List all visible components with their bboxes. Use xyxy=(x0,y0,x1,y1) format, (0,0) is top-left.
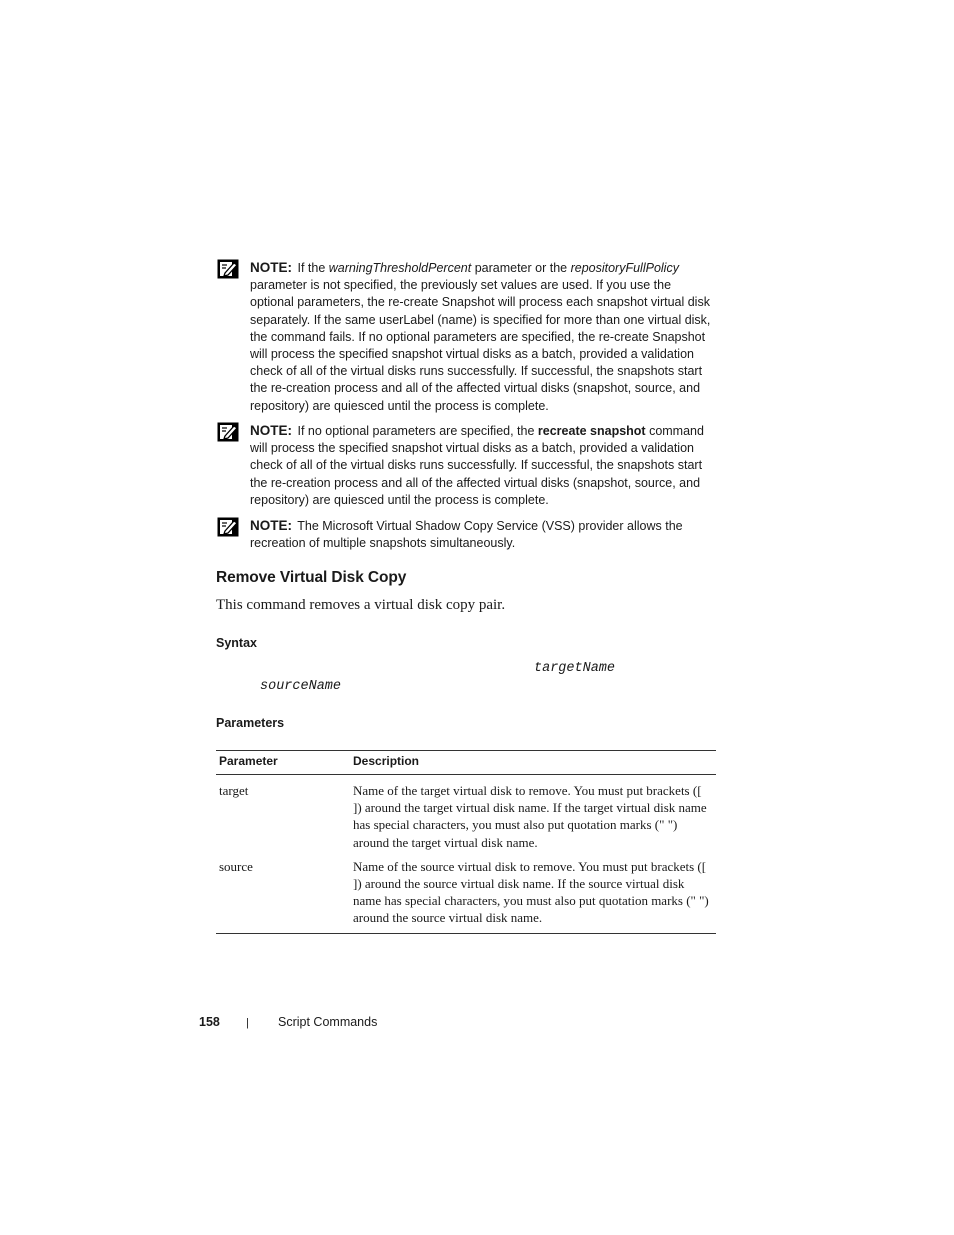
footer-separator: | xyxy=(246,1017,249,1029)
syntax-heading: Syntax xyxy=(216,636,257,650)
note-text: command will process the specified snapshot virtual disks as a batch, provided a validation check of all of the virtual disks runs successfully. If successful, the snapshots start the re-creation process and all of the affected virtual disks (snapshot, source, and repository) are quiesced until the process is complete. xyxy=(250,424,704,507)
note-body xyxy=(250,517,717,552)
param-description: Name of the target virtual disk to remove. You must put brackets ([ ]) around the target virtual disk name. If the target virtual disk name has special characters, you must also put quotation marks (" ") around the target virtual disk name. xyxy=(353,783,707,850)
note-text: parameter or the xyxy=(471,261,571,275)
footer-chapter-title: Script Commands xyxy=(278,1015,378,1029)
page-number: 158 xyxy=(199,1015,220,1029)
note-1 xyxy=(217,259,717,415)
note-body xyxy=(250,422,717,509)
command-name: recreate snapshot xyxy=(537,424,646,438)
section-title: Remove Virtual Disk Copy xyxy=(216,569,407,586)
note-3 xyxy=(217,517,717,552)
param-description: Name of the source virtual disk to remove. You must put brackets ([ ]) around the source virtual disk name. If the source virtual disk name has special characters, you must also put quotation marks (" ") around the source virtual disk name. xyxy=(350,851,716,933)
section-intro: This command removes a virtual disk copy pair. xyxy=(216,597,506,613)
syntax-target-param: targetName xyxy=(534,661,616,676)
param-name: target xyxy=(219,783,249,798)
table-header-row xyxy=(216,751,716,775)
note-body xyxy=(250,259,717,415)
param-name: source xyxy=(216,851,350,933)
parameters-table xyxy=(216,750,716,934)
note-label: NOTE: xyxy=(250,423,292,438)
note-pencil-icon xyxy=(217,259,239,279)
note-label: NOTE: xyxy=(250,518,292,533)
note-text: If the xyxy=(297,261,329,275)
table-row xyxy=(216,775,716,851)
syntax-source-param: sourceName xyxy=(260,679,342,694)
note-label: NOTE: xyxy=(250,260,292,275)
param-name-repository-full-policy: repositoryFullPolicy xyxy=(570,261,679,275)
note-pencil-icon xyxy=(217,422,239,442)
note-text: If no optional parameters are specified, the xyxy=(297,424,538,438)
parameters-heading: Parameters xyxy=(216,716,285,730)
note-2 xyxy=(217,422,717,509)
note-text: parameter is not specified, the previously set values are used. If you use the optional parameters, the re-create Snapshot will process each snapshot virtual disk separately. If the same userLabel (name) is specified for more than one virtual disk, the command fails. If no optional parameters are specified, the re-create Snapshot will process the specified snapshot virtual disks as a batch, provided a validation check of all of the virtual disks runs successfully. If successful, the snapshots start the re-creation process and all of the affected virtual disks (snapshot, source, and repository) are quiesced until the process is complete. xyxy=(250,278,711,413)
column-header-description: Description xyxy=(350,751,716,775)
note-text: The Microsoft Virtual Shadow Copy Service (VSS) provider allows the recreation of multiple snapshots simultaneously. xyxy=(250,519,683,551)
table-row xyxy=(216,851,716,933)
note-pencil-icon xyxy=(217,517,239,537)
param-name-warning-threshold: warningThresholdPercent xyxy=(328,261,472,275)
column-header-parameter: Parameter xyxy=(216,751,350,775)
